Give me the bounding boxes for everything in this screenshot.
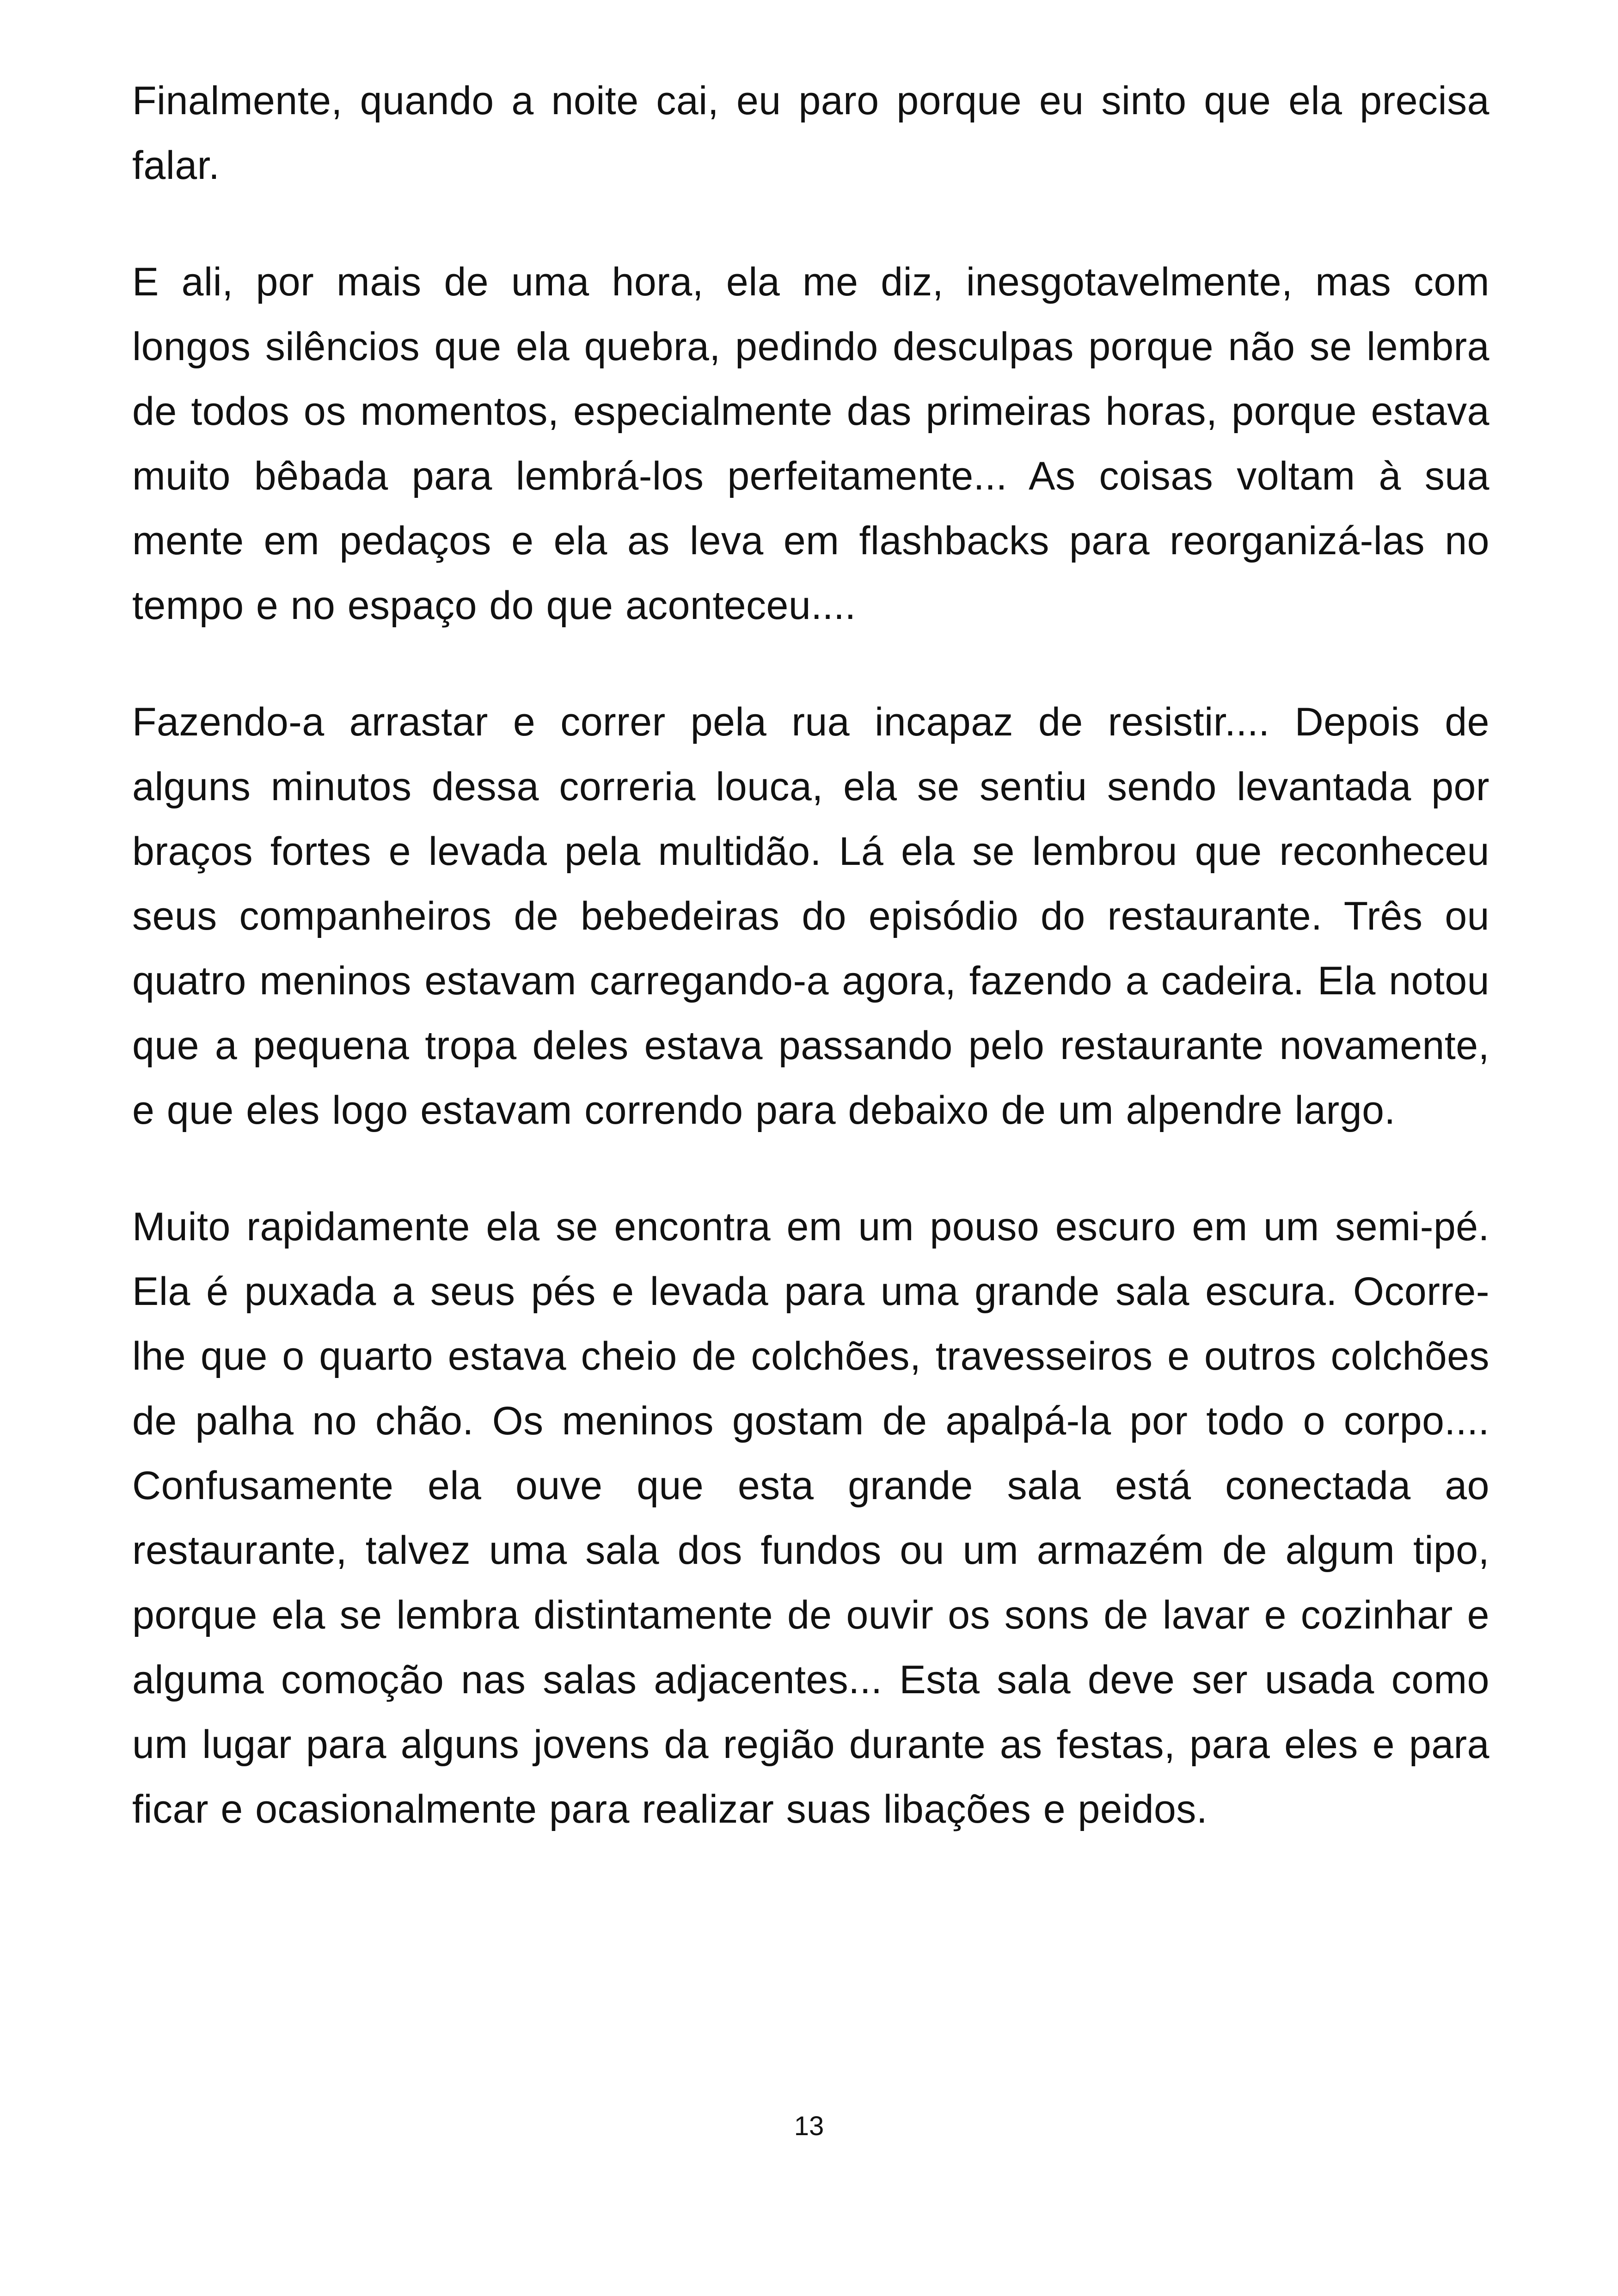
paragraph-2: E ali, por mais de uma hora, ela me diz, inesgotavelmente, mas com longos silêncios que ela quebra, pedindo desculpas porque não se lembra de todos os momentos, especialmente das primeiras horas, porque estava muito bêbada para lembrá-los perfeitamente... As coisas voltam à sua mente em pedaços e ela as leva em flashbacks para reorganizá-las no tempo e no espaço do que aconteceu.... (132, 260, 1489, 628)
page-number: 13 (794, 2111, 824, 2141)
paragraph-1: Finalmente, quando a noite cai, eu paro porque eu sinto que ela precisa falar. (132, 79, 1489, 188)
paragraph-3: Fazendo-a arrastar e correr pela rua incapaz de resistir.... Depois de alguns minutos dessa correria louca, ela se sentiu sendo levantada por braços fortes e levada pela multidão. Lá ela se lembrou que reconheceu seus companheiros de bebedeiras do episódio do restaurante. Três ou quatro meninos estavam carregando-a agora, fazendo a cadeira. Ela notou que a pequena tropa deles estava passando pelo restaurante novamente, e que eles logo estavam correndo para debaixo de um alpendre largo. (132, 700, 1489, 1133)
paragraph-4: Muito rapidamente ela se encontra em um pouso escuro em um semi-pé. Ela é puxada a seus pés e levada para uma grande sala escura. Ocorre-lhe que o quarto estava cheio de colchões, travesseiros e outros colchões de palha no chão. Os meninos gostam de apalpá-la por todo o corpo.... Confusamente ela ouve que esta grande sala está conectada ao restaurante, talvez uma sala dos fundos ou um armazém de algum tipo, porque ela se lembra distintamente de ouvir os sons de lavar e cozinhar e alguma comoção nas salas adjacentes... Esta sala deve ser usada como um lugar para alguns jovens da região durante as festas, para eles e para ficar e ocasionalmente para realizar suas libações e peidos. (132, 1205, 1489, 1831)
body-text (132, 68, 1489, 1893)
